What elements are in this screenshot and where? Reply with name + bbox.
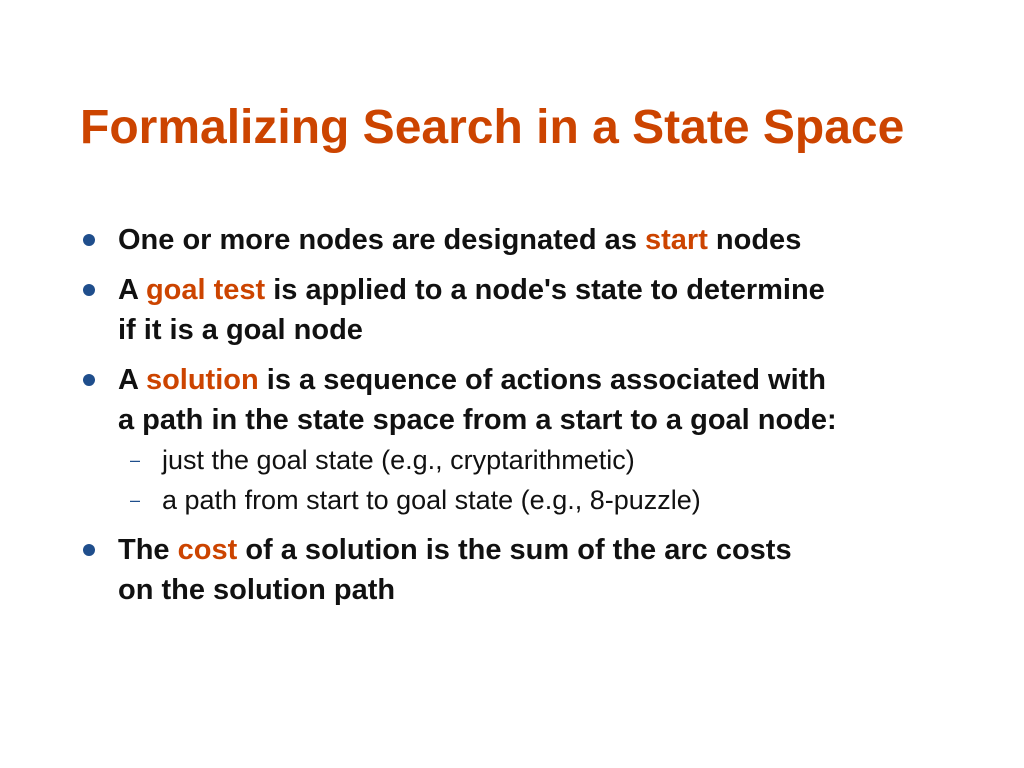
highlight-term: cost xyxy=(177,534,238,566)
bullet-text: A xyxy=(118,364,146,396)
bullet-dot-icon xyxy=(83,284,95,296)
sub-bullet-path xyxy=(118,480,980,520)
bullet-text: of a solution is the sum of the arc costs xyxy=(237,534,792,566)
bullet-text: One or more nodes are designated as xyxy=(118,224,645,256)
bullet-text: nodes xyxy=(707,224,802,256)
bullet-solution xyxy=(80,360,980,520)
bullet-text-continuation: on the solution path xyxy=(118,574,396,606)
bullet-goal-test xyxy=(80,270,980,350)
sub-bullet-text: a path from start to goal state (e.g., 8-puzzle) xyxy=(162,485,701,515)
dash-icon: – xyxy=(130,490,141,510)
bullet-text: is applied to a node's state to determine xyxy=(265,274,825,306)
bullet-dot-icon xyxy=(83,544,95,556)
bullet-start-nodes xyxy=(80,220,980,260)
sub-bullet-list xyxy=(118,440,980,520)
sub-bullet-goal-state xyxy=(118,440,980,480)
slide-title: Formalizing Search in a State Space xyxy=(80,101,905,154)
bullet-text: is a sequence of actions associated with xyxy=(258,364,827,396)
bullet-list xyxy=(80,220,980,620)
bullet-text: The xyxy=(118,534,178,566)
sub-bullet-text: just the goal state (e.g., cryptarithmetic) xyxy=(162,445,635,475)
bullet-dot-icon xyxy=(83,374,95,386)
bullet-cost xyxy=(80,530,980,610)
bullet-dot-icon xyxy=(83,234,95,246)
highlight-term: start xyxy=(645,224,708,256)
bullet-text: A xyxy=(118,274,146,306)
bullet-text-continuation: a path in the state space from a start to a goal node: xyxy=(118,404,837,436)
dash-icon: – xyxy=(130,450,141,470)
bullet-text-continuation: if it is a goal node xyxy=(118,314,363,346)
highlight-term: goal test xyxy=(145,274,266,306)
highlight-term: solution xyxy=(145,364,259,396)
